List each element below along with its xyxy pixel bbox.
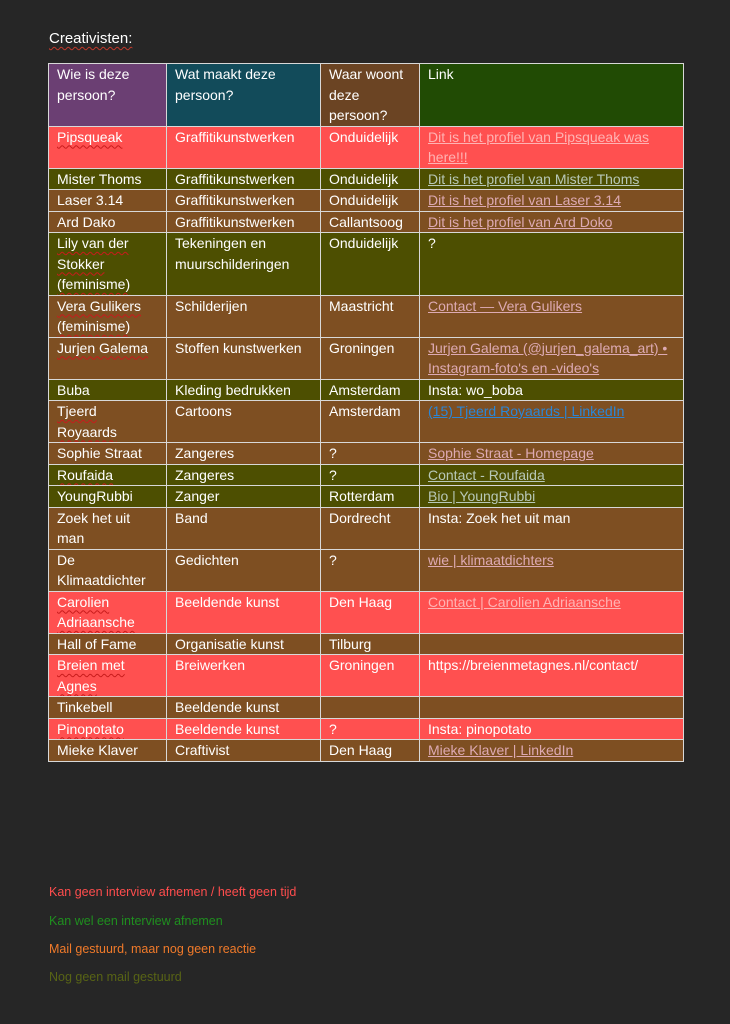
table-row bbox=[49, 486, 684, 508]
cell-who-text: Lily van der Stokker (feminisme) bbox=[57, 235, 131, 292]
cell-what-text: Graffitikunstwerken bbox=[175, 128, 295, 145]
cell-what-text: Zangeres bbox=[175, 466, 235, 483]
cell-where bbox=[321, 464, 420, 486]
cell-what bbox=[167, 486, 321, 508]
header-where: Waar woont deze persoon? bbox=[321, 64, 420, 127]
cell-what-text: Zanger bbox=[175, 488, 220, 504]
cell-where-text: ? bbox=[329, 720, 337, 737]
cell-where bbox=[321, 697, 420, 719]
cell-where-text: Amsterdam bbox=[329, 403, 401, 419]
profile-link[interactable]: Dit is het profiel van Pipsqueak was here!!! bbox=[428, 128, 649, 165]
cell-what-text: Beeldende kunst bbox=[175, 699, 280, 715]
cell-who bbox=[49, 549, 167, 591]
legend-interview-possible: Kan wel een interview afnemen bbox=[49, 914, 223, 928]
cell-where-text: Onduidelijk bbox=[329, 170, 399, 187]
cell-where bbox=[321, 486, 420, 508]
cell-where-text: ? bbox=[329, 551, 337, 568]
table-row bbox=[49, 337, 684, 379]
cell-where bbox=[321, 337, 420, 379]
cell-who bbox=[49, 633, 167, 655]
cell-link bbox=[420, 718, 684, 740]
cell-where bbox=[321, 295, 420, 337]
cell-who bbox=[49, 591, 167, 633]
cell-link bbox=[420, 464, 684, 486]
cell-what bbox=[167, 740, 321, 762]
cell-who bbox=[49, 190, 167, 212]
cell-what-text: Gedichten bbox=[175, 551, 239, 568]
link-text: Insta: wo_boba bbox=[428, 381, 523, 398]
cell-who bbox=[49, 718, 167, 740]
header-link: Link bbox=[420, 64, 684, 127]
table-row bbox=[49, 401, 684, 443]
cell-where-text: Onduidelijk bbox=[329, 128, 399, 145]
cell-link bbox=[420, 697, 684, 719]
profile-link[interactable]: Contact - Roufaida bbox=[428, 466, 545, 483]
cell-link bbox=[420, 443, 684, 465]
table-row bbox=[49, 233, 684, 296]
cell-who-text: Pipsqueak bbox=[57, 128, 123, 145]
cell-who bbox=[49, 295, 167, 337]
cell-who bbox=[49, 233, 167, 296]
cell-what bbox=[167, 295, 321, 337]
profile-link[interactable]: Dit is het profiel van Ard Doko bbox=[428, 213, 613, 230]
cell-who-text: Breien met Agnes bbox=[57, 657, 125, 694]
header-what: Wat maakt deze persoon? bbox=[167, 64, 321, 127]
cell-where-text: Rotterdam bbox=[329, 488, 395, 504]
cell-who-text: Roufaida bbox=[57, 466, 114, 483]
cell-who-text: Carolien Adriaansche bbox=[57, 593, 135, 630]
cell-where bbox=[321, 379, 420, 401]
cell-who bbox=[49, 486, 167, 508]
cell-link bbox=[420, 591, 684, 633]
cell-who-text: Laser 3.14 bbox=[57, 192, 124, 208]
profile-link[interactable]: Mieke Klaver | LinkedIn bbox=[428, 742, 574, 758]
table-row bbox=[49, 443, 684, 465]
cell-what bbox=[167, 401, 321, 443]
link-text: Insta: Zoek het uit man bbox=[428, 509, 571, 526]
cell-link bbox=[420, 211, 684, 233]
cell-what-text: Tekeningen en muurschilderingen bbox=[175, 235, 290, 272]
cell-what bbox=[167, 464, 321, 486]
table-row bbox=[49, 591, 684, 633]
cell-where-text: Maastricht bbox=[329, 297, 394, 314]
cell-link bbox=[420, 401, 684, 443]
table-row bbox=[49, 379, 684, 401]
cell-link bbox=[420, 168, 684, 190]
cell-what-text: Stoffen kunstwerken bbox=[175, 339, 302, 356]
cell-where bbox=[321, 591, 420, 633]
table-row bbox=[49, 190, 684, 212]
table-row bbox=[49, 168, 684, 190]
cell-what-text: Schilderijen bbox=[175, 297, 248, 314]
cell-who-text: Vera Gulikers (feminisme) bbox=[57, 297, 142, 334]
profile-link[interactable]: Dit is het profiel van Mister Thoms bbox=[428, 170, 640, 187]
cell-where-text: Onduidelijk bbox=[329, 192, 399, 208]
cell-link bbox=[420, 549, 684, 591]
cell-link bbox=[420, 507, 684, 549]
cell-where-text: Amsterdam bbox=[329, 381, 401, 398]
cell-where bbox=[321, 168, 420, 190]
cell-who-text: Tjeerd Royaards bbox=[57, 403, 117, 440]
legend-no-mail: Nog geen mail gestuurd bbox=[49, 970, 182, 984]
cell-link bbox=[420, 233, 684, 296]
cell-what bbox=[167, 126, 321, 168]
cell-what bbox=[167, 443, 321, 465]
table-row bbox=[49, 740, 684, 762]
cell-link bbox=[420, 486, 684, 508]
cell-link bbox=[420, 337, 684, 379]
table-row bbox=[49, 549, 684, 591]
cell-link bbox=[420, 740, 684, 762]
profile-link[interactable]: Jurjen Galema (@jurjen_galema_art) • Instagram-foto's en -video's bbox=[428, 339, 668, 376]
cell-link bbox=[420, 633, 684, 655]
cell-where bbox=[321, 507, 420, 549]
cell-where bbox=[321, 633, 420, 655]
cell-who-text: Mister Thoms bbox=[57, 170, 142, 187]
cell-what-text: Band bbox=[175, 509, 208, 526]
cell-link bbox=[420, 379, 684, 401]
cell-what-text: Graffitikunstwerken bbox=[175, 170, 295, 187]
table-row bbox=[49, 655, 684, 697]
cell-who-text: Pinopotato bbox=[57, 720, 124, 737]
cell-what bbox=[167, 190, 321, 212]
cell-what-text: Kleding bedrukken bbox=[175, 381, 291, 398]
cell-who-text: Zoek het uit man bbox=[57, 509, 131, 546]
cell-what bbox=[167, 633, 321, 655]
cell-what bbox=[167, 507, 321, 549]
profile-link[interactable]: Contact — Vera Gulikers bbox=[428, 297, 583, 314]
cell-who bbox=[49, 507, 167, 549]
page-title: Creativisten: bbox=[49, 30, 133, 47]
table-row bbox=[49, 211, 684, 233]
table-header-row bbox=[49, 64, 684, 127]
cell-who bbox=[49, 211, 167, 233]
cell-who-text: Tinkebell bbox=[57, 699, 113, 715]
cell-what bbox=[167, 697, 321, 719]
creativisten-table bbox=[48, 63, 684, 762]
legend-mail-sent: Mail gestuurd, maar nog geen reactie bbox=[49, 942, 257, 956]
cell-link bbox=[420, 126, 684, 168]
cell-where-text: Dordrecht bbox=[329, 509, 391, 526]
cell-what bbox=[167, 233, 321, 296]
header-who: Wie is deze persoon? bbox=[49, 64, 167, 127]
profile-link[interactable]: Dit is het profiel van Laser 3.14 bbox=[428, 192, 621, 208]
table-row bbox=[49, 464, 684, 486]
cell-what bbox=[167, 549, 321, 591]
cell-what bbox=[167, 211, 321, 233]
cell-link bbox=[420, 295, 684, 337]
link-text: ? bbox=[428, 235, 436, 251]
cell-what-text: Breiwerken bbox=[175, 657, 246, 673]
cell-what bbox=[167, 718, 321, 740]
cell-what-text: Zangeres bbox=[175, 445, 235, 461]
cell-where bbox=[321, 655, 420, 697]
legend-no-interview: Kan geen interview afnemen / heeft geen tijd bbox=[49, 885, 297, 899]
cell-where bbox=[321, 233, 420, 296]
cell-who bbox=[49, 379, 167, 401]
cell-who-text: De Klimaatdichter bbox=[57, 551, 146, 588]
cell-where-text: Groningen bbox=[329, 657, 395, 673]
cell-link bbox=[420, 655, 684, 697]
cell-what bbox=[167, 655, 321, 697]
cell-where-text: ? bbox=[329, 445, 337, 461]
cell-who bbox=[49, 740, 167, 762]
cell-what-text: Craftivist bbox=[175, 742, 230, 758]
table-row bbox=[49, 126, 684, 168]
cell-what-text: Graffitikunstwerken bbox=[175, 213, 295, 230]
cell-what-text: Cartoons bbox=[175, 403, 232, 419]
cell-where bbox=[321, 190, 420, 212]
cell-who-text: Sophie Straat bbox=[57, 445, 142, 461]
profile-link[interactable]: Contact | Carolien Adriaansche bbox=[428, 593, 621, 610]
cell-where bbox=[321, 718, 420, 740]
link-text: Insta: pinopotato bbox=[428, 720, 532, 737]
cell-who-text: Hall of Fame bbox=[57, 635, 137, 652]
link-text: https://breienmetagnes.nl/contact/ bbox=[428, 657, 639, 673]
profile-link[interactable]: Bio | YoungRubbi bbox=[428, 488, 536, 504]
profile-link[interactable]: Sophie Straat - Homepage bbox=[428, 445, 594, 461]
cell-who bbox=[49, 655, 167, 697]
cell-who bbox=[49, 337, 167, 379]
table-row bbox=[49, 718, 684, 740]
cell-what bbox=[167, 337, 321, 379]
table-row bbox=[49, 295, 684, 337]
cell-who-text: Jurjen Galema bbox=[57, 339, 149, 356]
cell-link bbox=[420, 190, 684, 212]
cell-where bbox=[321, 740, 420, 762]
cell-where-text: Tilburg bbox=[329, 635, 372, 652]
cell-where bbox=[321, 211, 420, 233]
cell-where bbox=[321, 401, 420, 443]
cell-where bbox=[321, 126, 420, 168]
profile-link[interactable]: wie | klimaatdichters bbox=[428, 551, 554, 568]
cell-who bbox=[49, 126, 167, 168]
table-row bbox=[49, 697, 684, 719]
cell-who-text: Buba bbox=[57, 381, 90, 398]
cell-what bbox=[167, 379, 321, 401]
cell-where-text: Den Haag bbox=[329, 742, 393, 758]
cell-where-text: Callantsoog bbox=[329, 213, 403, 230]
cell-who-text: Mieke Klaver bbox=[57, 742, 138, 758]
cell-what bbox=[167, 168, 321, 190]
cell-where-text: Groningen bbox=[329, 339, 395, 356]
cell-where-text: Onduidelijk bbox=[329, 235, 399, 251]
cell-where bbox=[321, 549, 420, 591]
cell-who-text: Ard Dako bbox=[57, 213, 116, 230]
table-row bbox=[49, 507, 684, 549]
cell-where-text: Den Haag bbox=[329, 593, 393, 610]
cell-what-text: Beeldende kunst bbox=[175, 593, 280, 610]
cell-what bbox=[167, 591, 321, 633]
cell-who bbox=[49, 401, 167, 443]
cell-who bbox=[49, 464, 167, 486]
cell-who bbox=[49, 443, 167, 465]
cell-who bbox=[49, 168, 167, 190]
cell-who-text: YoungRubbi bbox=[57, 488, 133, 504]
cell-where bbox=[321, 443, 420, 465]
table-row bbox=[49, 633, 684, 655]
cell-what-text: Organisatie kunst bbox=[175, 635, 284, 652]
cell-who bbox=[49, 697, 167, 719]
cell-where-text: ? bbox=[329, 466, 337, 483]
cell-what-text: Graffitikunstwerken bbox=[175, 192, 295, 208]
profile-link[interactable]: (15) Tjeerd Royaards | LinkedIn bbox=[428, 403, 625, 419]
cell-what-text: Beeldende kunst bbox=[175, 720, 280, 737]
